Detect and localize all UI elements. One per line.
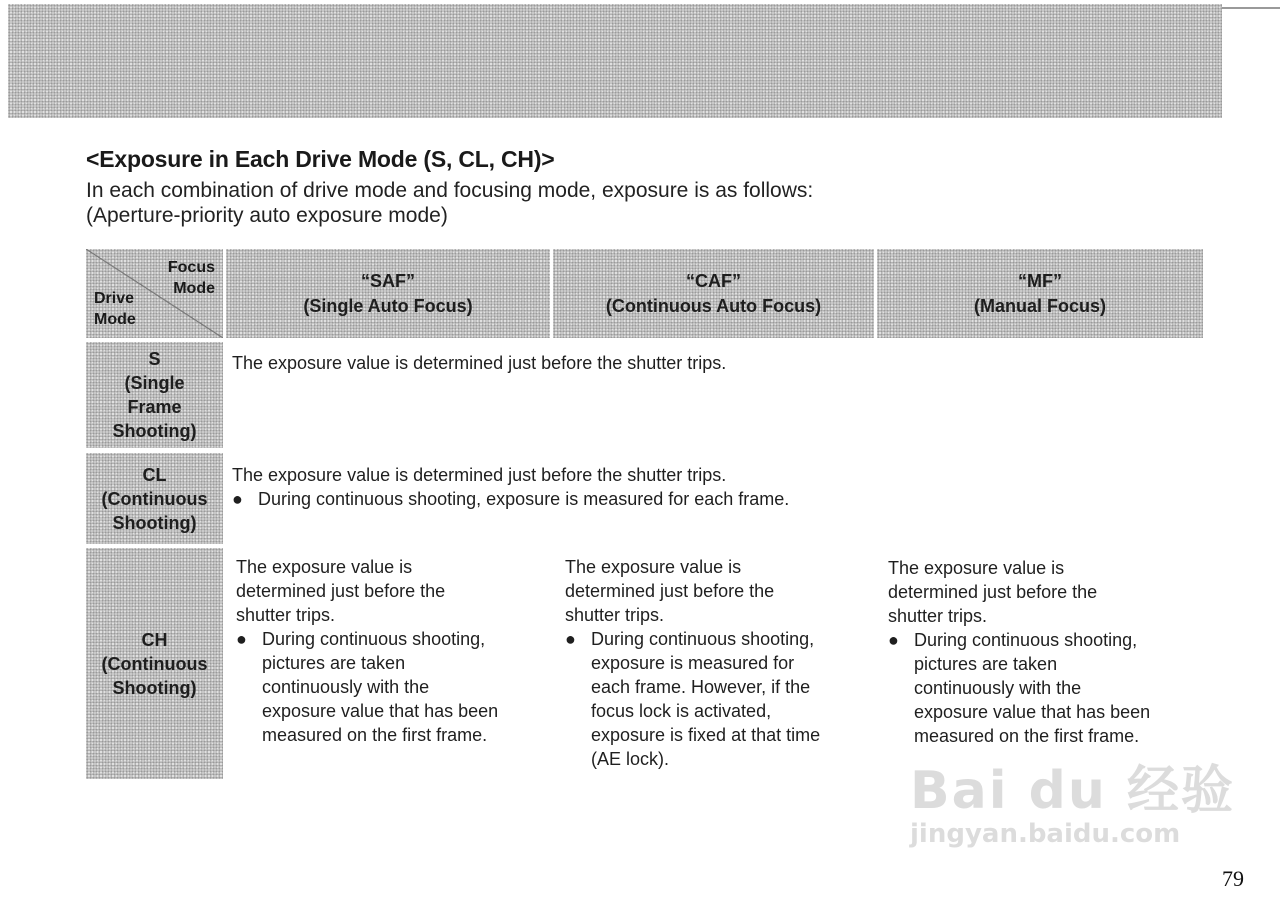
ch-mf-cell bbox=[888, 556, 1208, 748]
bullet-line: exposure is fixed at that time bbox=[591, 725, 821, 745]
row-cl-content bbox=[232, 463, 1192, 511]
table-corner-cell bbox=[86, 249, 223, 338]
column-header-sub: (Continuous Auto Focus) bbox=[605, 295, 822, 316]
row-cl-text: The exposure value is determined just before the shutter trips. bbox=[232, 465, 727, 485]
section-heading: <Exposure in Each Drive Mode (S, CL, CH)> bbox=[86, 146, 555, 172]
bullet-line: focus lock is activated, bbox=[591, 701, 772, 721]
drive-mode-label: Drive Mode bbox=[94, 290, 136, 328]
row-label-line: Shooting) bbox=[112, 421, 197, 441]
bullet-line: continuously with the bbox=[914, 678, 1082, 698]
cell-line: The exposure value is bbox=[565, 557, 742, 577]
bullet-line: exposure is measured for bbox=[591, 653, 795, 673]
cell-line: shutter trips. bbox=[888, 606, 988, 626]
bullet-text: During continuous shooting, exposure is measured for each frame. bbox=[258, 489, 790, 509]
intro-line: (Aperture-priority auto exposure mode) bbox=[86, 204, 448, 227]
row-label-line: CL bbox=[142, 464, 167, 485]
row-label-line: (Single bbox=[124, 373, 185, 393]
bullet-line: pictures are taken bbox=[914, 654, 1058, 674]
top-rule bbox=[1222, 7, 1280, 9]
watermark bbox=[910, 748, 1235, 849]
bullet-line: During continuous shooting, bbox=[914, 630, 1138, 650]
cell-line: shutter trips. bbox=[565, 605, 665, 625]
bullet-line: measured on the first frame. bbox=[262, 725, 488, 745]
bullet-line: (AE lock). bbox=[591, 749, 670, 769]
column-header-mf bbox=[877, 249, 1203, 338]
bullet-line: pictures are taken bbox=[262, 653, 406, 673]
bullet-item bbox=[888, 628, 1208, 748]
cell-line: The exposure value is bbox=[888, 558, 1065, 578]
bullet-dot-icon: ● bbox=[888, 630, 899, 650]
top-decorative-band bbox=[8, 4, 1222, 118]
bullet-line: During continuous shooting, bbox=[591, 629, 815, 649]
ch-saf-cell bbox=[236, 555, 552, 747]
cell-line: determined just before the bbox=[888, 582, 1098, 602]
cell-line: determined just before the bbox=[236, 581, 446, 601]
column-header-saf bbox=[226, 249, 550, 338]
bullet-line: each frame. However, if the bbox=[591, 677, 811, 697]
watermark-logo: Bai du 经验 bbox=[910, 761, 1235, 821]
watermark-url: jingyan.baidu.com bbox=[910, 819, 1181, 849]
row-label-line: (Continuous bbox=[101, 653, 208, 674]
bullet-line: During continuous shooting, bbox=[262, 629, 486, 649]
bullet-line: measured on the first frame. bbox=[914, 726, 1140, 746]
ch-caf-cell bbox=[565, 555, 875, 771]
row-label-s bbox=[86, 342, 223, 448]
row-label-line: CH bbox=[141, 629, 168, 650]
row-label-line: S bbox=[148, 349, 161, 369]
bullet-line: exposure value that has been bbox=[262, 701, 499, 721]
column-header-name: “SAF” bbox=[361, 270, 415, 291]
row-s-text: The exposure value is determined just before the shutter trips. bbox=[232, 353, 727, 373]
row-label-ch bbox=[86, 548, 223, 779]
bullet-item bbox=[236, 627, 552, 747]
focus-mode-label: Focus Mode bbox=[167, 259, 215, 297]
column-header-sub: (Manual Focus) bbox=[973, 295, 1106, 316]
bullet-line: continuously with the bbox=[262, 677, 430, 697]
bullet-line: exposure value that has been bbox=[914, 702, 1151, 722]
row-label-line: Shooting) bbox=[112, 512, 197, 533]
row-label-cl bbox=[86, 453, 223, 544]
cell-line: determined just before the bbox=[565, 581, 775, 601]
bullet-item bbox=[232, 487, 1192, 511]
row-label-line: Shooting) bbox=[112, 677, 197, 698]
column-header-sub: (Single Auto Focus) bbox=[303, 295, 473, 316]
cell-line: The exposure value is bbox=[236, 557, 413, 577]
page-number: 79 bbox=[1222, 866, 1244, 891]
row-label-line: Frame bbox=[127, 397, 182, 417]
column-header-name: “MF” bbox=[1018, 270, 1062, 291]
bullet-item bbox=[565, 627, 875, 771]
column-header-name: “CAF” bbox=[686, 270, 741, 291]
bullet-dot-icon: ● bbox=[565, 629, 576, 649]
intro-line: In each combination of drive mode and focusing mode, exposure is as follows: bbox=[86, 179, 814, 202]
bullet-dot-icon: ● bbox=[232, 489, 243, 509]
column-header-caf bbox=[553, 249, 874, 338]
bullet-dot-icon: ● bbox=[236, 629, 247, 649]
cell-line: shutter trips. bbox=[236, 605, 336, 625]
row-label-line: (Continuous bbox=[101, 488, 208, 509]
